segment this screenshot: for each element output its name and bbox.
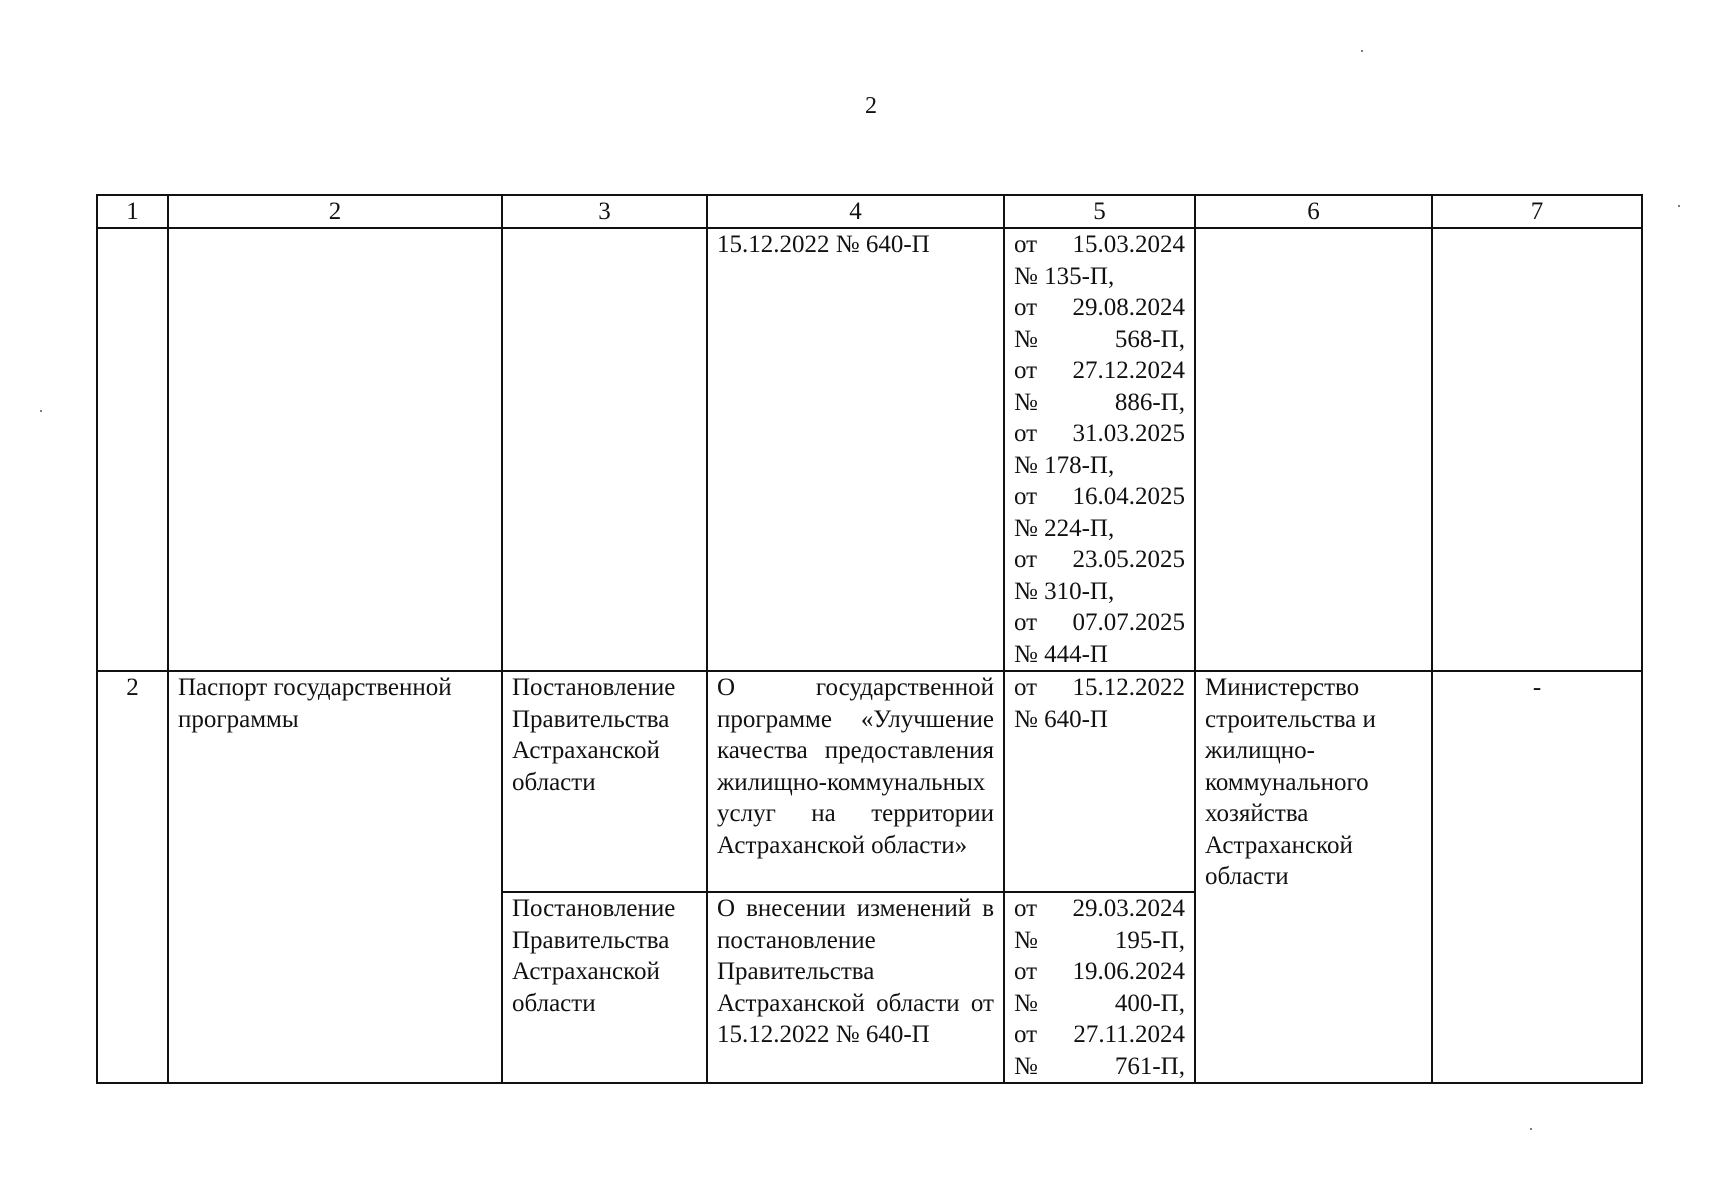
- responsible-executor: Министерство строительства и жилищно-коммунального хозяйства Астраханской области: [1195, 671, 1432, 1083]
- note-cell: -: [1432, 671, 1642, 1083]
- document-table: [96, 194, 1643, 1084]
- registration-line: № 886-П,: [1014, 388, 1185, 416]
- act-type: Постановление Правительства Астраханской области: [502, 892, 707, 1083]
- table-row-continuation: [97, 228, 1642, 671]
- act-registration: [1004, 671, 1195, 892]
- registration-line: от 15.03.2024: [1014, 231, 1185, 258]
- cell-empty: [97, 228, 168, 671]
- registration-line: № 400-П,: [1014, 989, 1185, 1017]
- column-header: 4: [707, 195, 1004, 228]
- cell-empty: [1432, 228, 1642, 671]
- act-type: Постановление Правительства Астраханской области: [502, 671, 707, 892]
- registration-line: от 23.05.2025: [1014, 546, 1185, 573]
- registration-line: № 444-П: [1014, 640, 1108, 668]
- page-number: 2: [865, 93, 877, 119]
- cell-act-reference: 15.12.2022 № 640-П: [707, 228, 1004, 671]
- column-header: 5: [1004, 195, 1195, 228]
- scan-speck: [1530, 1128, 1532, 1130]
- registration-line: № 310-П,: [1014, 577, 1115, 605]
- registration-line: № 135-П,: [1014, 262, 1115, 290]
- scan-speck: [40, 410, 42, 412]
- cell-empty: [1195, 228, 1432, 671]
- table-row: [97, 671, 1642, 892]
- act-title: О государственной программе «Улучшение качества предоставления жилищно-коммунальных услуг на территории Астраханской области»: [707, 671, 1004, 892]
- column-number-row: [97, 195, 1642, 228]
- scan-speck: [1361, 50, 1363, 52]
- column-header: 1: [97, 195, 168, 228]
- act-title: О внесении изменений в постановление Правительства Астраханской области от 15.12.2022 № 640-П: [707, 892, 1004, 1083]
- registration-line: от 29.03.2024: [1014, 895, 1185, 922]
- registration-line: № 568-П,: [1014, 325, 1185, 353]
- column-header: 3: [502, 195, 707, 228]
- registration-line: № 761-П,: [1014, 1052, 1185, 1080]
- column-header: 6: [1195, 195, 1432, 228]
- row-number: 2: [97, 671, 168, 1083]
- registration-line: № 195-П,: [1014, 926, 1185, 954]
- document-name: Паспорт государственной программы: [168, 671, 502, 1083]
- registration-line: от 15.12.2022: [1014, 674, 1185, 701]
- registration-line: № 178-П,: [1014, 451, 1115, 479]
- cell-amendments-list: [1004, 228, 1195, 671]
- registration-line: от 07.07.2025: [1014, 609, 1185, 636]
- column-header: 7: [1432, 195, 1642, 228]
- cell-empty: [168, 228, 502, 671]
- cell-empty: [502, 228, 707, 671]
- registration-line: № 224-П,: [1014, 514, 1115, 542]
- registration-line: от 27.11.2024: [1014, 1021, 1185, 1048]
- registration-line: от 27.12.2024: [1014, 357, 1185, 384]
- registration-line: от 29.08.2024: [1014, 294, 1185, 321]
- registration-line: № 640-П: [1014, 705, 1108, 733]
- registration-line: от 31.03.2025: [1014, 420, 1185, 447]
- amendments-registration: [1004, 892, 1195, 1083]
- scan-speck: [1678, 205, 1680, 207]
- column-header: 2: [168, 195, 502, 228]
- registration-line: от 16.04.2025: [1014, 483, 1185, 510]
- registration-line: от 19.06.2024: [1014, 958, 1185, 985]
